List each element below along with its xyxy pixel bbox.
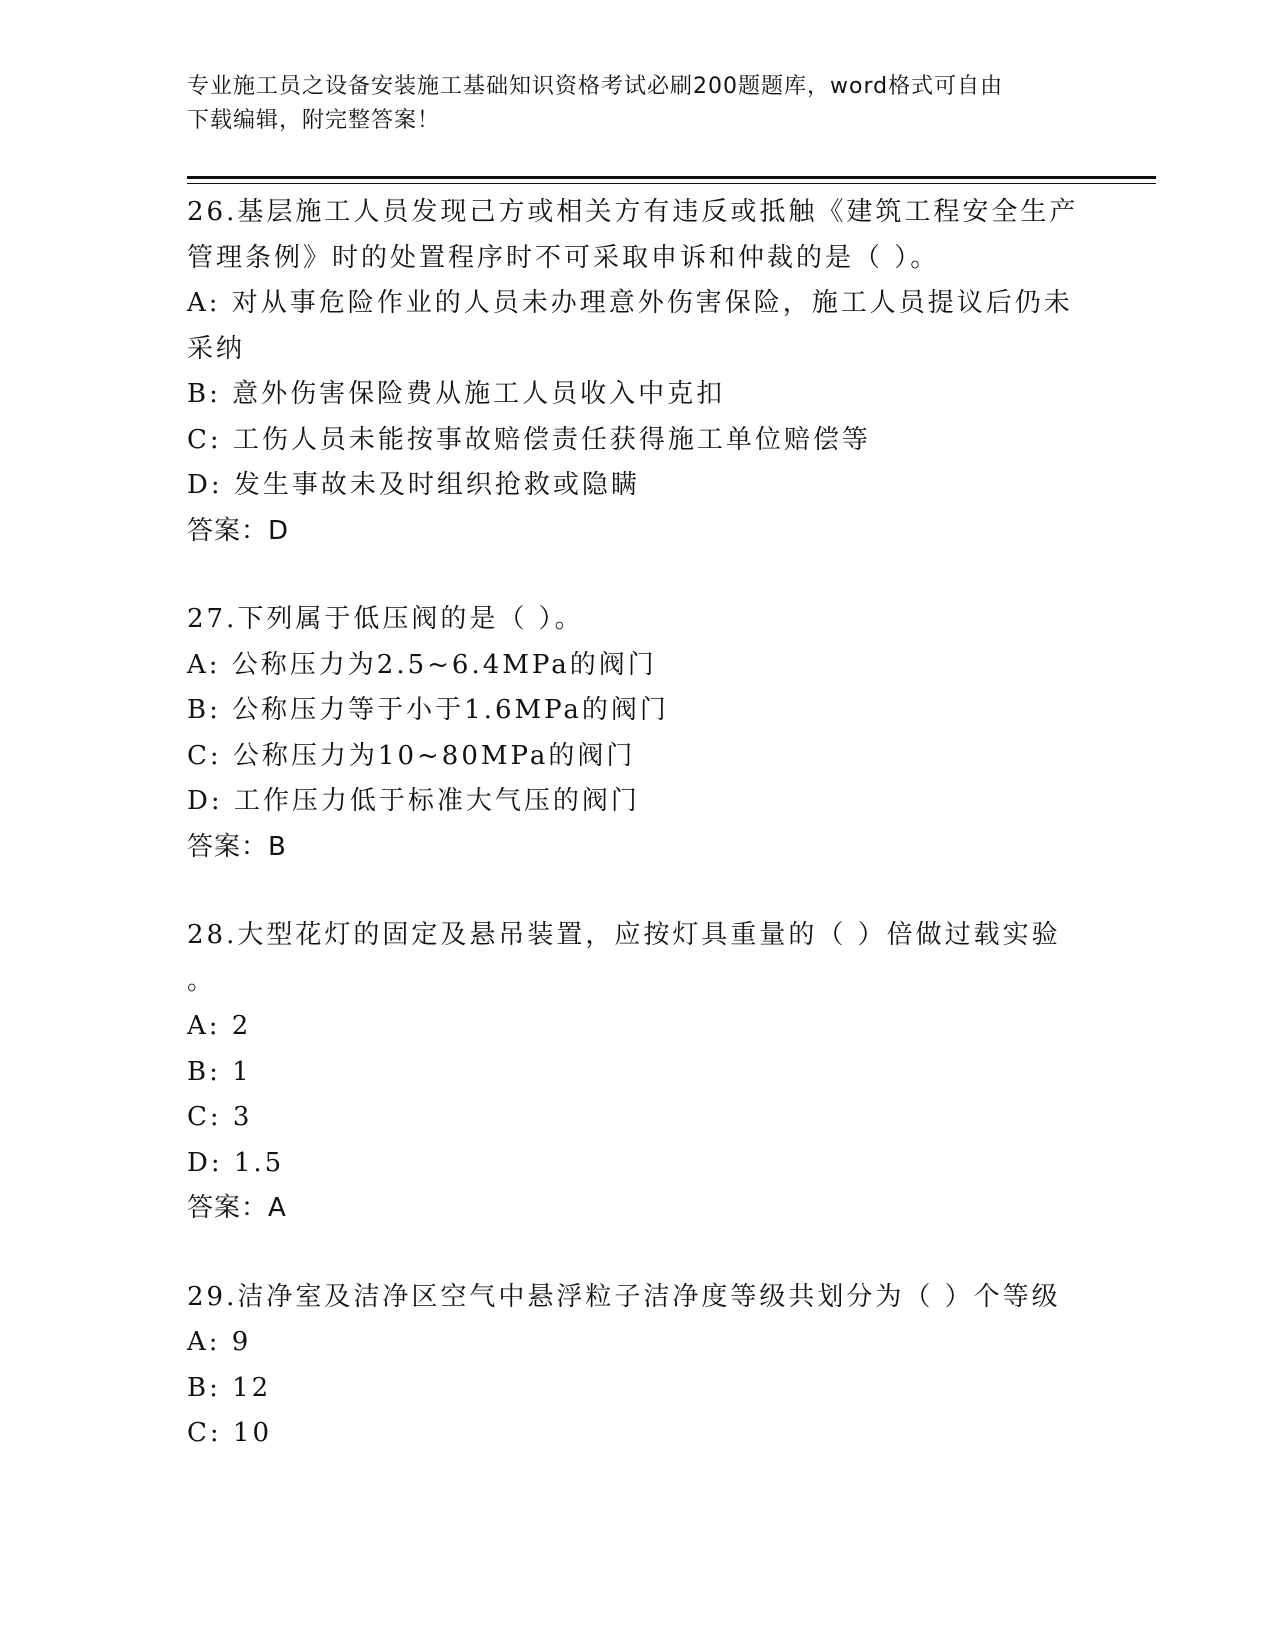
option-b: B: 公称压力等于小于1.6MPa的阀门: [187, 695, 669, 725]
option-c: C: 3: [187, 1102, 253, 1132]
question-stem-continued: 管理条例》时的处置程序时不可采取申诉和仲裁的是（ ）。: [187, 242, 940, 273]
question-stem: 26.基层施工人员发现己方或相关方有违反或抵触《建筑工程安全生产: [187, 197, 1079, 227]
question-stem: 28.大型花灯的固定及悬吊装置，应按灯具重量的（ ）倍做过载实验: [187, 920, 1061, 950]
question-28: [187, 913, 1087, 1232]
option-a: A: 9: [187, 1327, 252, 1357]
header-line-2: 下载编辑，附完整答案！: [187, 108, 441, 133]
question-27: [187, 597, 1087, 870]
header-divider-thin: [187, 183, 1156, 184]
option-b: B: 12: [187, 1372, 272, 1403]
option-c: C: 公称压力为10~80MPa的阀门: [187, 740, 636, 771]
option-d: D: 发生事故未及时组织抢救或隐瞒: [187, 470, 640, 500]
answer: 答案：B: [187, 831, 287, 862]
option-d: D: 1.5: [187, 1147, 285, 1178]
option-b: B: 1: [187, 1056, 252, 1087]
answer: 答案：D: [187, 515, 290, 546]
option-a: A: 公称压力为2.5~6.4MPa的阀门: [187, 649, 657, 680]
option-c: C: 工伤人员未能按事故赔偿责任获得施工单位赔偿等: [187, 424, 871, 455]
option-a: A: 2: [187, 1011, 252, 1041]
header-divider: [187, 176, 1156, 179]
option-a-continued: 采纳: [187, 333, 246, 364]
question-29: [187, 1275, 1087, 1457]
answer: 答案：A: [187, 1193, 287, 1223]
option-d: D: 工作压力低于标准大气压的阀门: [187, 786, 640, 816]
document-header: [187, 70, 1087, 138]
question-stem: 27.下列属于低压阀的是（ ）。: [187, 604, 584, 634]
question-26: [187, 190, 1087, 554]
header-line-1: 专业施工员之设备安装施工基础知识资格考试必刷200题题库，word格式可自由: [187, 74, 1004, 99]
question-list: [187, 190, 1087, 1500]
option-c: C: 10: [187, 1418, 273, 1448]
option-a: A: 对从事危险作业的人员未办理意外伤害保险，施工人员提议后仍未: [187, 288, 1073, 318]
option-b: B: 意外伤害保险费从施工人员收入中克扣: [187, 379, 726, 409]
question-stem: 29.洁净室及洁净区空气中悬浮粒子洁净度等级共划分为（ ）个等级: [187, 1281, 1061, 1312]
question-stem-continued: 。: [187, 965, 217, 996]
